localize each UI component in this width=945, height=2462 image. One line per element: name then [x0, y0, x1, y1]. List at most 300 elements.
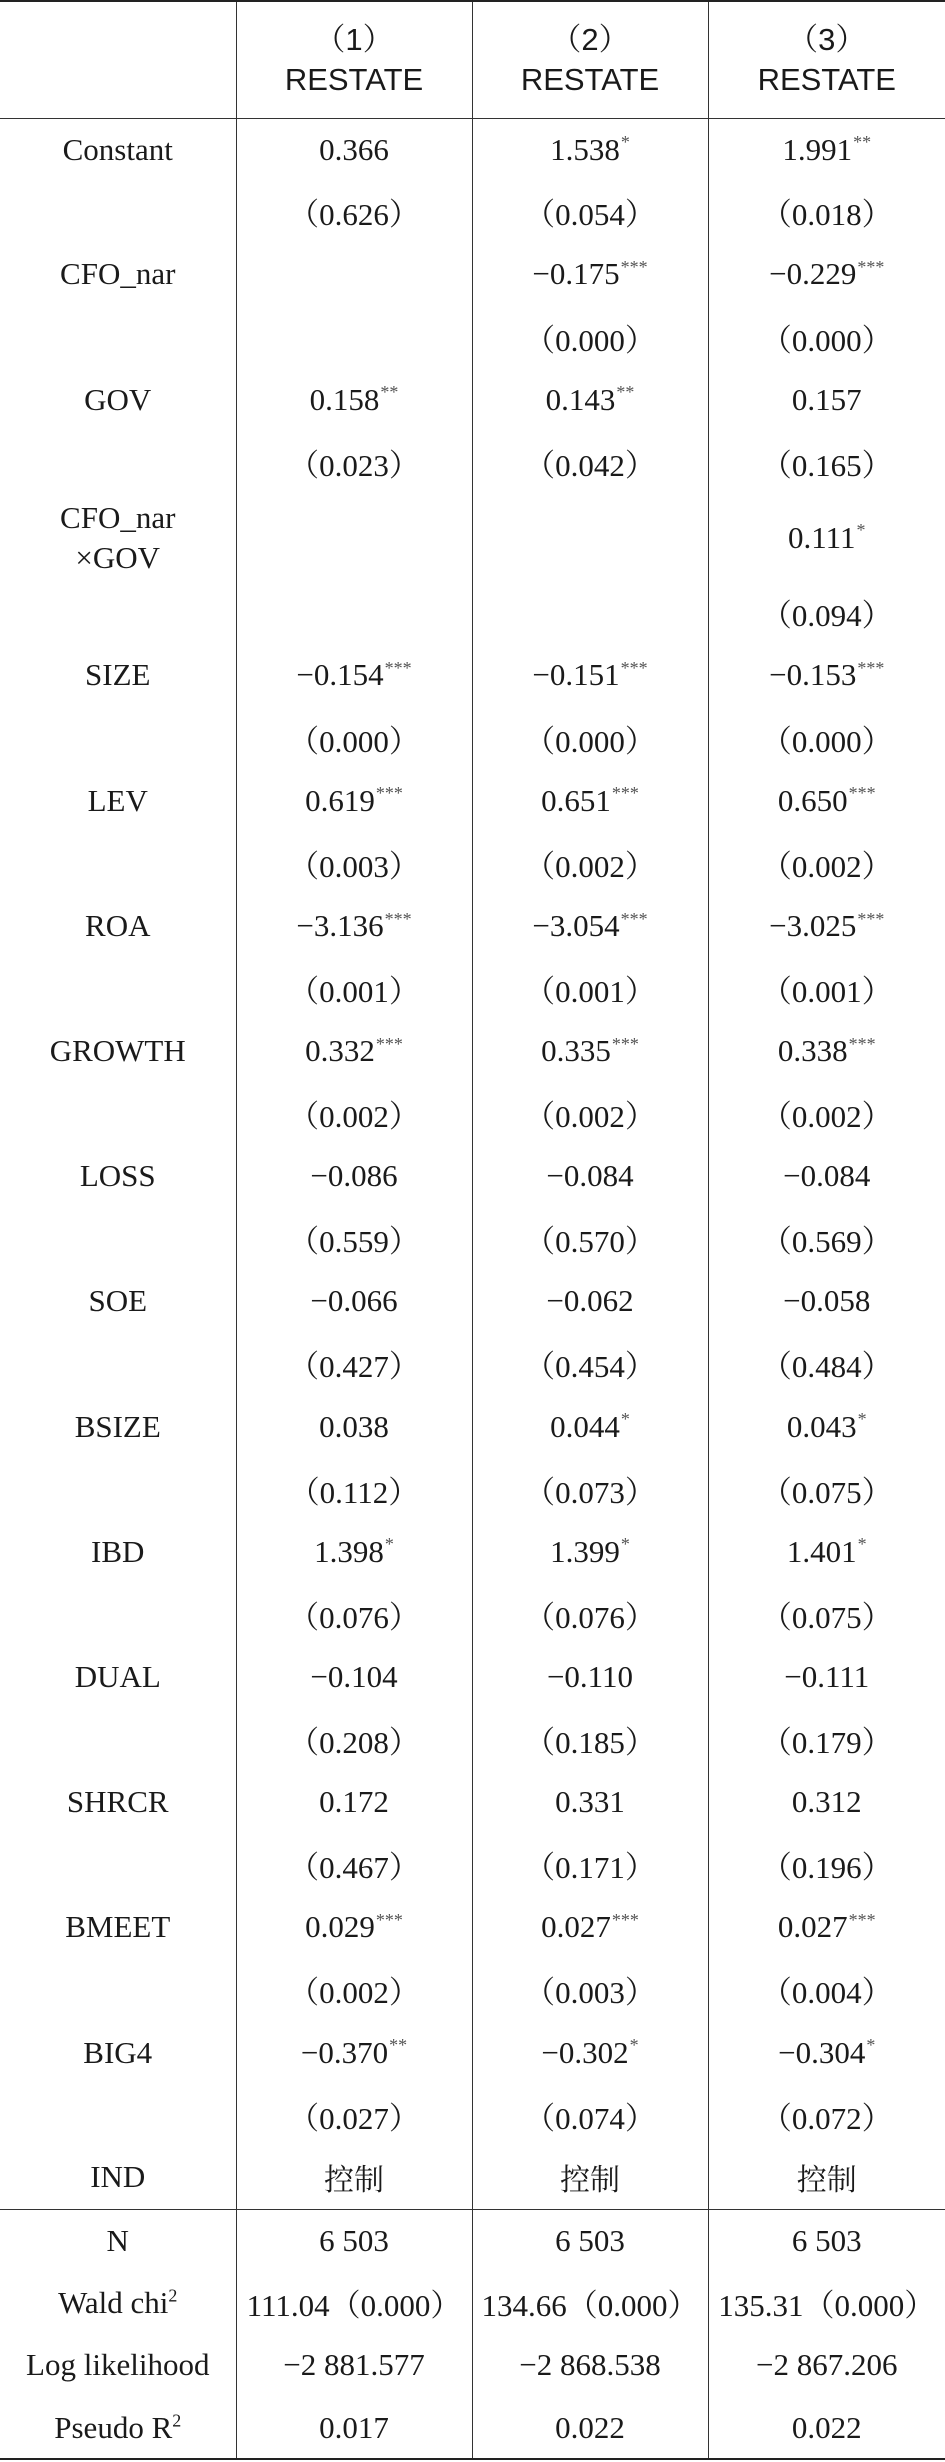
value-cell: [236, 243, 472, 306]
statistic-value: 0.022: [472, 2397, 708, 2460]
significance-stars: ***: [375, 1910, 403, 1930]
value-cell: [708, 306, 945, 369]
variable-name-cell: [0, 1333, 236, 1396]
value-cell: [708, 1333, 945, 1396]
statistic-label-cell: [0, 2334, 236, 2397]
value-cell: [708, 1270, 945, 1333]
p-value: （0.001）: [524, 973, 656, 1009]
p-value: （0.023）: [288, 447, 420, 483]
column-number: （3）: [787, 21, 867, 57]
variable-name-cell: [0, 1020, 236, 1083]
p-value: （0.559）: [288, 1224, 420, 1260]
value-cell: [708, 181, 945, 244]
p-value: （0.454）: [524, 1349, 656, 1385]
significance-stars: ***: [857, 908, 885, 929]
value-cell: [472, 707, 708, 770]
p-value: （0.004）: [760, 1975, 893, 2011]
value-cell: [236, 1583, 472, 1646]
p-value: （0.196）: [760, 1850, 893, 1886]
statistic-label: N: [106, 2222, 129, 2258]
statistic-label: Wald chi: [58, 2284, 169, 2320]
p-value: （0.626）: [288, 197, 420, 233]
significance-stars: **: [616, 382, 635, 403]
p-value: （0.179）: [760, 1725, 893, 1761]
variable-name: LOSS: [79, 1158, 156, 1194]
value-cell: [236, 1145, 472, 1208]
table-row: [0, 1020, 945, 1083]
value-cell: [472, 1646, 708, 1709]
significance-stars: ***: [857, 257, 885, 278]
coefficient-value: −3.054: [532, 907, 620, 943]
coefficient-value: 1.538: [550, 131, 620, 167]
significance-stars: *: [629, 2035, 639, 2056]
table-row: [0, 1395, 945, 1458]
p-value: （0.074）: [524, 2100, 656, 2136]
statistic-value: 111.04（0.000）: [236, 2272, 472, 2335]
coefficient-value: 0.172: [319, 1784, 389, 1820]
value-cell: [472, 895, 708, 958]
p-value: （0.002）: [524, 848, 656, 884]
value-cell: [236, 2146, 472, 2209]
value-cell: [236, 1458, 472, 1521]
variable-name-cell: [0, 1208, 236, 1271]
table-row-pvalue: [0, 431, 945, 494]
significance-stars: ***: [384, 658, 412, 679]
variable-name-cell: [0, 582, 236, 645]
value-cell: [236, 895, 472, 958]
variable-name-cell: [0, 895, 236, 958]
value-cell: [472, 181, 708, 244]
table-row: [0, 1896, 945, 1959]
header-column-1: [236, 1, 472, 118]
p-value: （0.002）: [760, 848, 893, 884]
statistic-label-cell: [0, 2272, 236, 2335]
coefficient-value: −3.136: [296, 907, 384, 943]
coefficient-value: −0.153: [769, 657, 857, 693]
statistic-label-cell: [0, 2209, 236, 2272]
value-cell: [236, 494, 472, 582]
p-value: （0.000）: [524, 322, 656, 358]
value-cell: [236, 181, 472, 244]
coefficient-value: −0.066: [310, 1283, 398, 1319]
header-variable-cell: [0, 1, 236, 118]
value-cell: [236, 1896, 472, 1959]
value-cell: [236, 769, 472, 832]
variable-name-cell: [0, 769, 236, 832]
value-cell: [708, 2021, 945, 2084]
table-row-pvalue: [0, 1333, 945, 1396]
variable-name-cell: [0, 118, 236, 181]
value-cell: [472, 243, 708, 306]
significance-stars: *: [856, 520, 866, 541]
significance-stars: ***: [611, 783, 639, 804]
value-cell: [708, 832, 945, 895]
variable-name-cell: [0, 1896, 236, 1959]
coefficient-value: −0.058: [783, 1283, 871, 1319]
value-cell: [708, 1082, 945, 1145]
header-column-2: [472, 1, 708, 118]
variable-name-cell: [0, 1646, 236, 1709]
value-cell: [708, 1458, 945, 1521]
value-cell: [236, 1333, 472, 1396]
coefficient-value: −0.175: [532, 256, 620, 292]
table-row-pvalue: [0, 1583, 945, 1646]
table-row: [0, 494, 945, 582]
significance-stars: **: [853, 132, 872, 153]
p-value: （0.570）: [524, 1224, 656, 1260]
table-row: [0, 118, 945, 181]
value-cell: [236, 118, 472, 181]
value-cell: [708, 957, 945, 1020]
superscript: 2: [168, 2285, 178, 2306]
coefficient-value: 0.027: [541, 1909, 611, 1945]
p-value: （0.427）: [288, 1349, 420, 1385]
significance-stars: ***: [384, 908, 412, 929]
significance-stars: **: [389, 2035, 408, 2056]
coefficient-value: −0.062: [546, 1283, 634, 1319]
p-value: （0.002）: [524, 1099, 656, 1135]
dependent-variable: RESTATE: [284, 61, 424, 97]
coefficient-value: −0.229: [769, 256, 857, 292]
p-value: （0.185）: [524, 1725, 656, 1761]
table-row: [0, 2146, 945, 2209]
value-cell: [472, 644, 708, 707]
coefficient-value: 0.312: [791, 1784, 862, 1820]
column-number: （2）: [550, 21, 630, 57]
value-cell: [236, 431, 472, 494]
variable-name-cell: [0, 243, 236, 306]
value-cell: [236, 582, 472, 645]
table-row: [0, 243, 945, 306]
significance-stars: ***: [611, 1910, 639, 1930]
table-row-pvalue: [0, 1833, 945, 1896]
value-cell: [472, 494, 708, 582]
value-cell: [472, 957, 708, 1020]
coefficient-value: −0.304: [778, 2034, 866, 2070]
value-cell: [472, 118, 708, 181]
p-value: （0.076）: [524, 1599, 656, 1635]
coefficient-value: 0.044: [550, 1408, 620, 1444]
variable-name: GOV: [84, 381, 152, 417]
value-cell: [708, 1959, 945, 2022]
variable-name-cell: [0, 2021, 236, 2084]
significance-stars: ***: [375, 1033, 403, 1054]
variable-name-cell: [0, 1082, 236, 1145]
coefficient-value: 0.043: [786, 1408, 857, 1444]
table-row-pvalue: [0, 1458, 945, 1521]
p-value: （0.001）: [288, 973, 420, 1009]
variable-name-cell: [0, 368, 236, 431]
significance-stars: *: [384, 1534, 394, 1555]
value-cell: [236, 1771, 472, 1834]
variable-name-cell: [0, 1959, 236, 2022]
value-cell: [708, 243, 945, 306]
coefficient-value: 1.401: [786, 1533, 857, 1569]
variable-name-cell: [0, 1833, 236, 1896]
statistic-value: −2 867.206: [708, 2334, 945, 2397]
table-row-pvalue: [0, 582, 945, 645]
significance-stars: *: [857, 1534, 867, 1555]
coefficient-value: −0.104: [310, 1658, 398, 1694]
value-cell: [708, 1833, 945, 1896]
variable-name-cell: [0, 644, 236, 707]
variable-name-cell: [0, 181, 236, 244]
coefficient-value: −0.154: [296, 657, 384, 693]
value-cell: [708, 895, 945, 958]
variable-name: CFO_nar: [60, 256, 176, 292]
coefficient-value: 0.038: [319, 1408, 389, 1444]
variable-name-cell: [0, 1395, 236, 1458]
p-value: （0.027）: [288, 2100, 420, 2136]
control-indicator: 控制: [324, 2163, 384, 2199]
p-value: （0.112）: [288, 1474, 420, 1510]
p-value: （0.001）: [760, 973, 893, 1009]
statistic-row: [0, 2272, 945, 2335]
variable-name: IND: [90, 2159, 146, 2195]
p-value: （0.018）: [760, 197, 893, 233]
value-cell: [236, 1020, 472, 1083]
control-indicator: 控制: [560, 2163, 620, 2199]
variable-name-cell: [0, 2084, 236, 2147]
table-row: [0, 2021, 945, 2084]
variable-name: ROA: [85, 907, 151, 943]
value-cell: [708, 644, 945, 707]
coefficient-value: 0.158: [309, 381, 380, 417]
coefficient-value: 0.027: [777, 1909, 848, 1945]
p-value: （0.208）: [288, 1725, 420, 1761]
value-cell: [708, 494, 945, 582]
dependent-variable: RESTATE: [520, 61, 660, 97]
variable-name: LEV: [87, 782, 148, 818]
table-row-pvalue: [0, 1708, 945, 1771]
coefficient-value: 0.651: [541, 782, 611, 818]
table-row: [0, 644, 945, 707]
p-value: （0.076）: [288, 1599, 420, 1635]
coefficient-value: 0.029: [305, 1909, 375, 1945]
statistic-value: 0.022: [708, 2397, 945, 2460]
variable-name-cell: [0, 494, 236, 582]
coefficient-value: 0.335: [541, 1033, 611, 1069]
variable-name: IBD: [91, 1533, 145, 1569]
coefficient-value: 0.650: [777, 782, 848, 818]
value-cell: [236, 1270, 472, 1333]
value-cell: [708, 2084, 945, 2147]
value-cell: [472, 2146, 708, 2209]
p-value: （0.094）: [760, 598, 893, 634]
variable-name-cell: [0, 957, 236, 1020]
p-value: （0.075）: [760, 1599, 893, 1635]
value-cell: [472, 1833, 708, 1896]
value-cell: [708, 1395, 945, 1458]
p-value: （0.003）: [524, 1975, 656, 2011]
value-cell: [472, 1959, 708, 2022]
table-row: [0, 1145, 945, 1208]
p-value: （0.003）: [288, 848, 420, 884]
p-value: （0.467）: [288, 1850, 420, 1886]
p-value: （0.165）: [760, 447, 893, 483]
variable-name: SHRCR: [66, 1784, 169, 1820]
value-cell: [472, 1333, 708, 1396]
variable-name-cell: [0, 2146, 236, 2209]
value-cell: [236, 2084, 472, 2147]
p-value: （0.569）: [760, 1224, 893, 1260]
value-cell: [472, 431, 708, 494]
control-indicator: 控制: [796, 2163, 857, 2199]
value-cell: [472, 1270, 708, 1333]
coefficient-value: −3.025: [769, 907, 857, 943]
value-cell: [472, 1395, 708, 1458]
table-row-pvalue: [0, 181, 945, 244]
p-value: （0.054）: [524, 197, 656, 233]
table-row-pvalue: [0, 707, 945, 770]
value-cell: [236, 1082, 472, 1145]
coefficient-value: 0.619: [305, 782, 375, 818]
statistic-value: 6 503: [472, 2209, 708, 2272]
value-cell: [236, 1833, 472, 1896]
variable-name-cell: [0, 431, 236, 494]
significance-stars: **: [380, 382, 399, 403]
value-cell: [236, 1646, 472, 1709]
statistic-value: 0.017: [236, 2397, 472, 2460]
value-cell: [708, 1583, 945, 1646]
table-row: [0, 1520, 945, 1583]
p-value: （0.000）: [524, 723, 656, 759]
statistic-value: 6 503: [236, 2209, 472, 2272]
table-row-pvalue: [0, 2084, 945, 2147]
coefficient-value: 0.157: [791, 381, 862, 417]
p-value: （0.000）: [760, 723, 893, 759]
coefficient-value: 0.331: [555, 1784, 625, 1820]
statistic-value: 6 503: [708, 2209, 945, 2272]
value-cell: [708, 431, 945, 494]
p-value: （0.042）: [524, 447, 656, 483]
value-cell: [472, 2084, 708, 2147]
header-column-3: [708, 1, 945, 118]
variable-name-cell: [0, 832, 236, 895]
value-cell: [472, 832, 708, 895]
statistic-label: Pseudo R: [54, 2409, 173, 2445]
value-cell: [472, 1583, 708, 1646]
value-cell: [472, 1708, 708, 1771]
coefficient-rows: [0, 118, 945, 2209]
value-cell: [708, 1646, 945, 1709]
value-cell: [708, 1020, 945, 1083]
variable-name-cell: [0, 707, 236, 770]
value-cell: [708, 368, 945, 431]
variable-name-cell: [0, 1270, 236, 1333]
variable-name-cell: [0, 1583, 236, 1646]
significance-stars: *: [620, 1409, 630, 1430]
value-cell: [472, 1771, 708, 1834]
table-header: [0, 1, 945, 118]
coefficient-value: −0.084: [783, 1158, 871, 1194]
coefficient-value: −0.084: [546, 1158, 634, 1194]
superscript: 2: [172, 2410, 182, 2431]
value-cell: [472, 1020, 708, 1083]
statistic-value: −2 868.538: [472, 2334, 708, 2397]
significance-stars: ***: [848, 783, 876, 804]
value-cell: [708, 2146, 945, 2209]
statistic-label: Log likelihood: [26, 2347, 210, 2383]
p-value: （0.000）: [288, 723, 420, 759]
value-cell: [236, 957, 472, 1020]
value-cell: [708, 1771, 945, 1834]
p-value: （0.002）: [288, 1975, 420, 2011]
value-cell: [708, 1896, 945, 1959]
coefficient-value: −0.111: [784, 1658, 870, 1694]
table-row: [0, 1771, 945, 1834]
value-cell: [472, 1896, 708, 1959]
variable-name-cell: [0, 1771, 236, 1834]
variable-name: SIZE: [85, 657, 151, 693]
p-value: （0.073）: [524, 1474, 656, 1510]
significance-stars: *: [857, 1409, 867, 1430]
significance-stars: *: [620, 1534, 630, 1555]
p-value: （0.171）: [524, 1850, 656, 1886]
value-cell: [236, 1520, 472, 1583]
value-cell: [472, 1145, 708, 1208]
statistic-row: [0, 2334, 945, 2397]
coefficient-value: 1.398: [314, 1533, 384, 1569]
value-cell: [708, 1708, 945, 1771]
variable-name: CFO_nar: [60, 499, 176, 535]
value-cell: [236, 1708, 472, 1771]
significance-stars: ***: [620, 908, 648, 929]
value-cell: [236, 707, 472, 770]
coefficient-value: 0.143: [545, 381, 616, 417]
value-cell: [708, 1520, 945, 1583]
significance-stars: ***: [620, 658, 648, 679]
header-row: [0, 1, 945, 118]
significance-stars: ***: [375, 783, 403, 804]
table-row-pvalue: [0, 1208, 945, 1271]
p-value: （0.002）: [760, 1099, 893, 1135]
table-row-pvalue: [0, 1082, 945, 1145]
value-cell: [472, 769, 708, 832]
variable-name-cell: [0, 1520, 236, 1583]
table-row: [0, 1646, 945, 1709]
variable-name: Constant: [62, 131, 173, 167]
coefficient-value: −0.086: [310, 1158, 398, 1194]
variable-name: BIG4: [83, 2034, 153, 2070]
table-row-pvalue: [0, 832, 945, 895]
value-cell: [236, 1208, 472, 1271]
table-row: [0, 1270, 945, 1333]
statistic-value: −2 881.577: [236, 2334, 472, 2397]
value-cell: [236, 368, 472, 431]
coefficient-value: −0.151: [532, 657, 620, 693]
value-cell: [472, 306, 708, 369]
significance-stars: *: [620, 132, 630, 153]
significance-stars: ***: [848, 1910, 876, 1930]
significance-stars: ***: [620, 257, 648, 278]
table-row: [0, 895, 945, 958]
variable-name: GROWTH: [49, 1033, 186, 1069]
column-number: （1）: [314, 21, 394, 57]
value-cell: [472, 368, 708, 431]
table-row: [0, 368, 945, 431]
value-cell: [708, 769, 945, 832]
coefficient-value: 0.332: [305, 1033, 375, 1069]
variable-name-cell: [0, 1708, 236, 1771]
variable-name-cell: [0, 1145, 236, 1208]
p-value: （0.002）: [288, 1099, 420, 1135]
value-cell: [708, 1145, 945, 1208]
statistic-label-cell: [0, 2397, 236, 2460]
variable-name: DUAL: [74, 1658, 161, 1694]
coefficient-value: 0.366: [319, 131, 389, 167]
value-cell: [236, 832, 472, 895]
